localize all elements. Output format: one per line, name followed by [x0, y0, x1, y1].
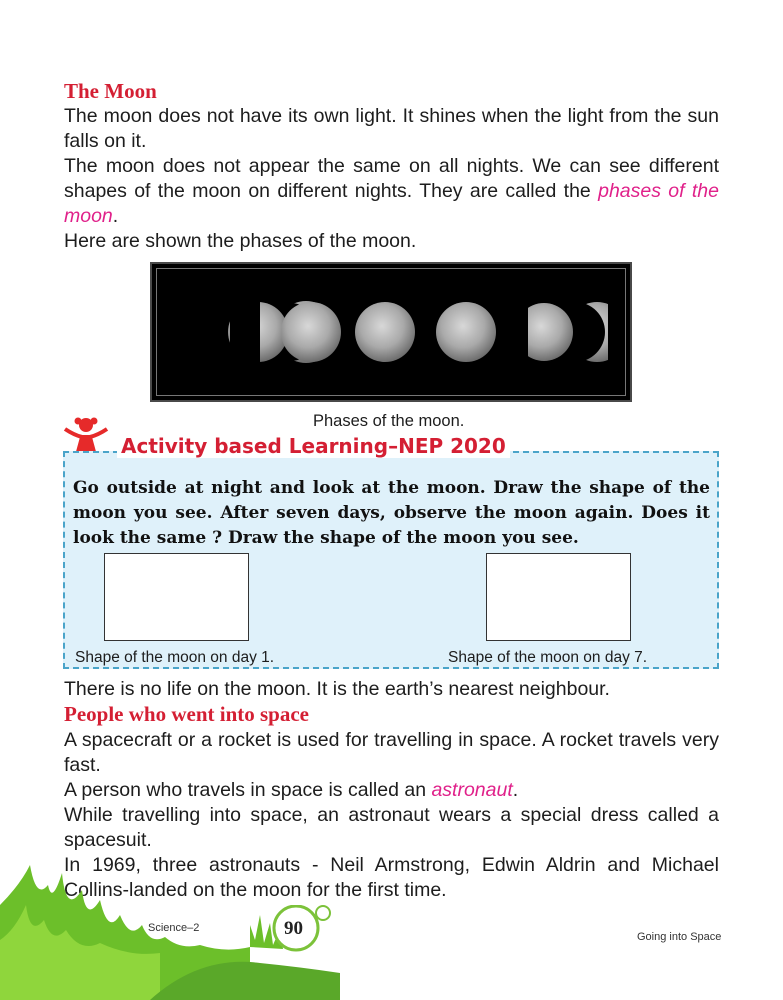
moon-phase-3 [281, 302, 341, 362]
moon-phase-2 [228, 302, 288, 362]
moon-phases-figure [150, 262, 632, 402]
paragraph-text: The moon does not appear the same on all nights. We can see different shapes of the moon on different nights. They are called the [64, 155, 719, 202]
paragraph-spacesuit: While travelling into space, an astronaut wears a special dress called a spacesuit. [64, 804, 719, 851]
activity-instructions: Go outside at night and look at the moon. Draw the shape of the moon you see. After seven days, observe the moon again. Does it look the same ? Draw the shape of the moon you see. [73, 478, 710, 548]
drawing-box-label-day-1: Shape of the moon on day 1. [75, 649, 275, 666]
footer-subject: Science–2 [148, 922, 200, 934]
paragraph-moon-phases [64, 154, 719, 229]
drawing-box-day-1[interactable] [104, 553, 249, 641]
paragraph-moon-landing: In 1969, three astronauts - Neil Armstrong, Edwin Aldrin and Michael Collins-landed on the moon for the first time. [64, 854, 719, 901]
paragraph-no-life: There is no life on the moon. It is the earth’s nearest neighbour. [64, 678, 610, 700]
drawing-box-day-7[interactable] [486, 553, 631, 641]
paragraph-moon-light: The moon does not have its own light. It shines when the light from the sun falls on it. [64, 105, 719, 152]
section-title-moon: The Moon [64, 79, 157, 103]
page-number: 90 [284, 918, 303, 939]
moon-phases-image [152, 264, 630, 400]
activity-title: Activity based Learning–NEP 2020 [117, 434, 510, 458]
page-number-badge [268, 905, 338, 955]
highlight-astronaut: astronaut [431, 779, 513, 801]
section-title-space: People who went into space [64, 702, 309, 726]
paragraph-text: . [112, 205, 119, 227]
paragraph-shown-phases: Here are shown the phases of the moon. [64, 230, 417, 252]
moon-phase-7 [567, 302, 627, 362]
paragraph-text: . [512, 779, 519, 801]
paragraph-spacecraft: A spacecraft or a rocket is used for travelling in space. A rocket travels very fast. [64, 729, 719, 776]
figure-caption: Phases of the moon. [313, 412, 465, 430]
moon-phase-5 [436, 302, 496, 362]
moon-phase-6 [515, 303, 573, 361]
paragraph-astronaut [64, 778, 719, 803]
footer-chapter: Going into Space [637, 931, 722, 943]
paragraph-text: A person who travels in space is called an [64, 779, 432, 801]
moon-phase-4 [355, 302, 415, 362]
highlight-phases: phases of the moon [64, 180, 719, 227]
drawing-box-label-day-7: Shape of the moon on day 7. [448, 649, 648, 666]
